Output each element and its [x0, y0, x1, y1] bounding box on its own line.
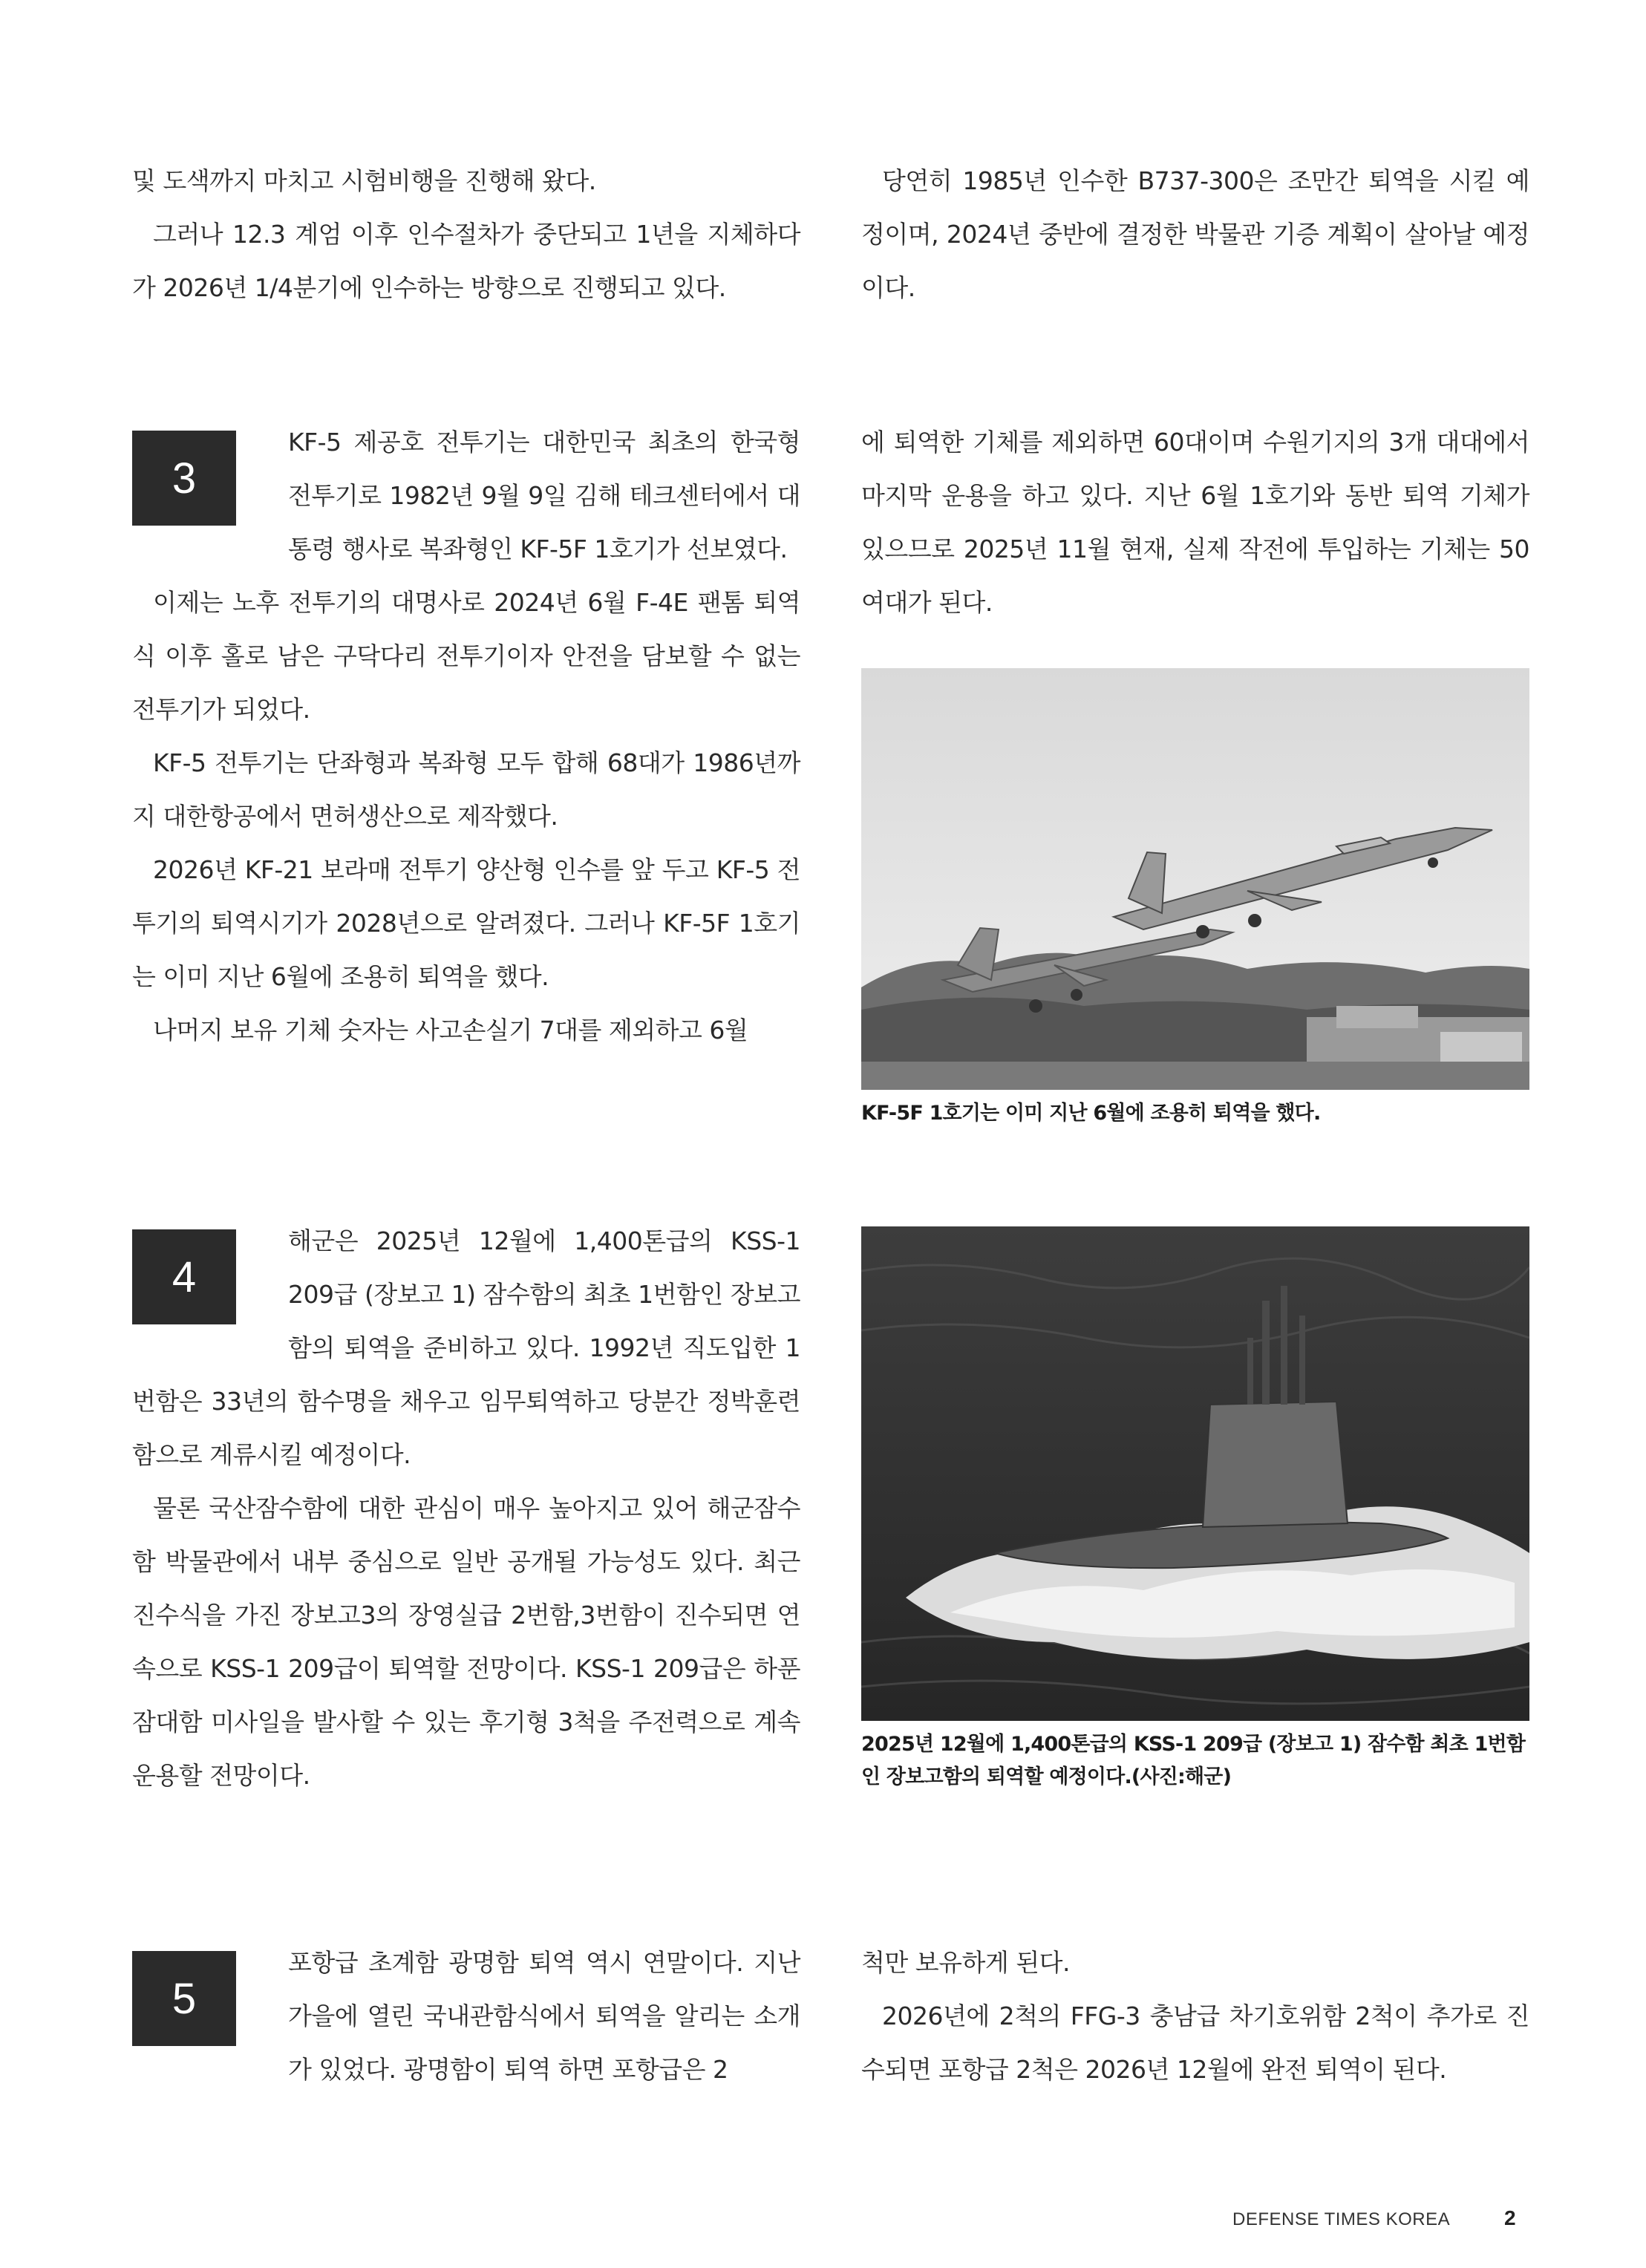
- section-number-4: 4: [132, 1229, 236, 1324]
- top-left-column: [132, 154, 800, 315]
- kf5f-jets-photo: [861, 668, 1529, 1090]
- section5-lead-text: 포항급 초계함 광명함 퇴역 역시 연말이다. 지난 가을에 열린 국내관함식에서 퇴역을 알리는 소개가 있었다. 광명함이 퇴역 하면 포항급은 2: [288, 1948, 800, 2084]
- paragraph: 2026년 KF-21 보라매 전투기 양산형 인수를 앞 두고 KF-5 전투기의 퇴역시기가 2028년으로 알려졌다. 그러나 KF-5F 1호기는 이미 지난 6월에 조용히 퇴역을 했다.: [132, 855, 800, 991]
- jets-illustration: [861, 668, 1529, 1090]
- section-number-3: 3: [132, 431, 236, 526]
- paragraph: 물론 국산잠수함에 대한 관심이 매우 높아지고 있어 해군잠수함 박물관에서 내부 중심으로 일반 공개될 가능성도 있다. 최근 진수식을 가진 장보고3의 장영실급 2번함,3번함이 진수되면 연속으로 KSS-1 209급이 퇴역할 전망이다. KSS-1 209급은 하푼 잠대함 미사일을 발사할 수 있는 후기형 3척을 주전력으로 계속 운용할 전망이다.: [132, 1494, 800, 1790]
- paragraph: KF-5 전투기는 단좌형과 복좌형 모두 합해 68대가 1986년까지 대한항공에서 면허생산으로 제작했다.: [132, 748, 800, 831]
- section3-lead-paragraph: [132, 416, 800, 576]
- section5-right-column: [861, 1936, 1529, 2097]
- section-number-5: 5: [132, 1951, 236, 2046]
- publication-name: DEFENSE TIMES KOREA: [1232, 2209, 1451, 2229]
- top-right-column: [861, 154, 1529, 315]
- section5-lead-paragraph: [132, 1936, 800, 2097]
- kf5f-photo-caption: KF-5F 1호기는 이미 지난 6월에 조용히 퇴역을 했다.: [861, 1102, 1321, 1125]
- section4-lead-text: 해군은 2025년 12월에 1,400톤급의 KSS-1 209급 (장보고 1) 잠수함의 최초 1번함인 장보고함의 퇴역을 준비하고 있다. 1992년 직도입한 1번함은 33년의 함수명을 채우고 임무퇴역하고 당분간 정박훈련함으로 계류시킬 예정이다.: [132, 1226, 800, 1469]
- section5-left-column: [132, 1936, 800, 2097]
- submarine-photo: [861, 1226, 1529, 1721]
- section3-right-column: [861, 416, 1529, 630]
- paragraph: 2026년에 2척의 FFG-3 충남급 차기호위함 2척이 추가로 진수되면 포항급 2척은 2026년 12월에 완전 퇴역이 된다.: [861, 2001, 1529, 2084]
- section3-left-column: [132, 416, 800, 1057]
- paragraph: 이제는 노후 전투기의 대명사로 2024년 6월 F-4E 팬톰 퇴역식 이후 홀로 남은 구닥다리 전투기이자 안전을 담보할 수 없는 전투기가 되었다.: [132, 588, 800, 724]
- paragraph: 에 퇴역한 기체를 제외하면 60대이며 수원기지의 3개 대대에서 마지막 운용을 하고 있다. 지난 6월 1호기와 동반 퇴역 기체가 있으므로 2025년 11월 현재, 실제 작전에 투입하는 기체는 50여대가 된다.: [861, 428, 1529, 617]
- page-number: 2: [1504, 2206, 1516, 2229]
- paragraph: 척만 보유하게 된다.: [861, 1948, 1070, 1977]
- section3-lead-text: KF-5 제공호 전투기는 대한민국 최초의 한국형 전투기로 1982년 9월 9일 김해 테크센터에서 대통령 행사로 복좌형인 KF-5F 1호기가 선보였다.: [288, 428, 800, 563]
- paragraph: 나머지 보유 기체 숫자는 사고손실기 7대를 제외하고 6월: [153, 1016, 748, 1045]
- paragraph: 당연히 1985년 인수한 B737-300은 조만간 퇴역을 시킬 예정이며, 2024년 중반에 결정한 박물관 기증 계획이 살아날 예정이다.: [861, 166, 1529, 302]
- submarine-illustration: [861, 1226, 1529, 1721]
- paragraph: 및 도색까지 마치고 시험비행을 진행해 왔다.: [132, 166, 596, 195]
- paragraph: 그러나 12.3 계엄 이후 인수절차가 중단되고 1년을 지체하다가 2026년 1/4분기에 인수하는 방향으로 진행되고 있다.: [132, 220, 800, 302]
- section4-left-column: [132, 1215, 800, 1803]
- section4-lead-paragraph: [132, 1215, 800, 1482]
- submarine-photo-caption: 2025년 12월에 1,400톤급의 KSS-1 209급 (장보고 1) 잠수함 최초 1번함인 장보고함의 퇴역할 예정이다.(사진:해군): [861, 1733, 1526, 1788]
